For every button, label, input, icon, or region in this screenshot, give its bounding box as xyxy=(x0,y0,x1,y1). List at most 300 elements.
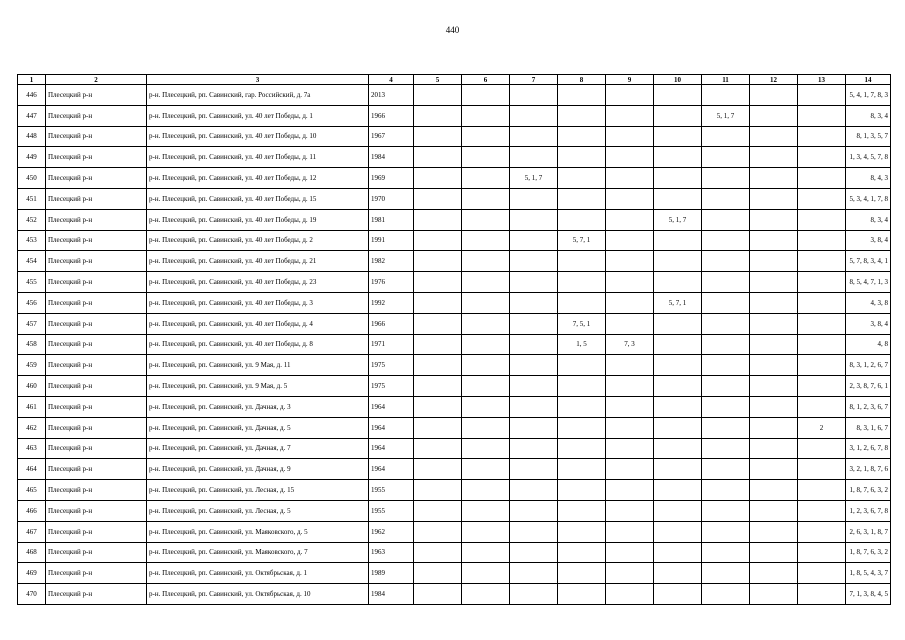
table-cell-col-9 xyxy=(606,126,654,147)
table-cell-col-4: 2013 xyxy=(369,85,414,106)
table-cell-col-4: 1984 xyxy=(369,147,414,168)
table-cell-col-12 xyxy=(750,126,798,147)
table-cell-col-10 xyxy=(654,542,702,563)
table-cell-col-2: Плесецкий р-н xyxy=(46,542,147,563)
table-cell-col-6 xyxy=(462,209,510,230)
cell-value: 1, 8, 7, 6, 3, 2 xyxy=(849,548,888,557)
table-cell-col-1: 469 xyxy=(18,563,46,584)
table-cell-col-6 xyxy=(462,376,510,397)
cell-value: 5, 4, 1, 7, 8, 3 xyxy=(849,90,888,99)
table-cell-col-14 xyxy=(846,168,891,189)
table-cell-col-11 xyxy=(702,230,750,251)
table-cell-col-11 xyxy=(702,438,750,459)
table-cell-col-9 xyxy=(606,230,654,251)
table-cell-col-4: 1989 xyxy=(369,563,414,584)
table-cell-col-6 xyxy=(462,521,510,542)
cell-value: 2, 6, 3, 1, 8, 7 xyxy=(849,527,888,536)
table-cell-col-3: р-н. Плесецкий, рп. Савинский, ул. 40 лет Победы, д. 8 xyxy=(147,334,369,355)
table-cell-col-5 xyxy=(414,209,462,230)
cell-value: 1, 3, 4, 5, 7, 8 xyxy=(849,153,888,162)
cell-value: 3, 8, 4 xyxy=(870,236,888,245)
table-cell-col-12 xyxy=(750,521,798,542)
table-cell-col-1: 455 xyxy=(18,272,46,293)
table-cell-col-10 xyxy=(654,459,702,480)
table-cell-col-6 xyxy=(462,480,510,501)
table-cell-col-7: 5, 1, 7 xyxy=(510,168,558,189)
table-cell-col-1: 462 xyxy=(18,417,46,438)
table-cell-col-12 xyxy=(750,355,798,376)
table-cell-col-10 xyxy=(654,563,702,584)
table-cell-col-14 xyxy=(846,230,891,251)
table-cell-col-14 xyxy=(846,376,891,397)
table-cell-col-9 xyxy=(606,584,654,605)
table-cell-col-8 xyxy=(558,500,606,521)
table-cell-col-5 xyxy=(414,521,462,542)
table-cell-col-10 xyxy=(654,313,702,334)
table-cell-col-9 xyxy=(606,168,654,189)
table-cell-col-3: р-н. Плесецкий, рп. Савинский, ул. 40 лет Победы, д. 2 xyxy=(147,230,369,251)
table-row xyxy=(18,251,891,272)
table-cell-col-6 xyxy=(462,230,510,251)
table-cell-col-3: р-н. Плесецкий, рп. Савинский, гар. Российский, д. 7а xyxy=(147,85,369,106)
table-cell-col-6 xyxy=(462,313,510,334)
table-cell-col-3: р-н. Плесецкий, рп. Савинский, ул. 40 лет Победы, д. 1 xyxy=(147,105,369,126)
cell-value: 5, 3, 4, 1, 7, 8 xyxy=(849,194,888,203)
table-cell-col-13 xyxy=(798,147,846,168)
table-cell-col-3: р-н. Плесецкий, рп. Савинский, ул. Дачная, д. 7 xyxy=(147,438,369,459)
table-cell-col-2: Плесецкий р-н xyxy=(46,272,147,293)
table-cell-col-9 xyxy=(606,459,654,480)
cell-value: 2, 3, 8, 7, 6, 1 xyxy=(849,382,888,391)
table-row xyxy=(18,334,891,355)
table-cell-col-13 xyxy=(798,480,846,501)
table-header xyxy=(18,75,891,85)
table-cell-col-3: р-н. Плесецкий, рп. Савинский, ул. 40 лет Победы, д. 3 xyxy=(147,292,369,313)
table-cell-col-2: Плесецкий р-н xyxy=(46,396,147,417)
table-cell-col-5 xyxy=(414,500,462,521)
table-cell-col-5 xyxy=(414,85,462,106)
cell-value: 4, 3, 8 xyxy=(870,298,888,307)
cell-value: 5, 7, 8, 3, 4, 1 xyxy=(849,257,888,266)
cell-value: 3, 8, 4 xyxy=(870,319,888,328)
cell-value: 8, 5, 4, 7, 1, 3 xyxy=(849,278,888,287)
table-cell-col-9 xyxy=(606,209,654,230)
table-cell-col-11 xyxy=(702,147,750,168)
table-cell-col-9: 7, 3 xyxy=(606,334,654,355)
table-cell-col-1: 449 xyxy=(18,147,46,168)
table-cell-col-5 xyxy=(414,417,462,438)
table-cell-col-4: 1970 xyxy=(369,188,414,209)
table-cell-col-2: Плесецкий р-н xyxy=(46,126,147,147)
table-cell-col-13 xyxy=(798,563,846,584)
table-cell-col-7 xyxy=(510,376,558,397)
table-cell-col-2: Плесецкий р-н xyxy=(46,230,147,251)
table-cell-col-12 xyxy=(750,209,798,230)
table-cell-col-14 xyxy=(846,209,891,230)
table-cell-col-2: Плесецкий р-н xyxy=(46,417,147,438)
table-cell-col-4: 1975 xyxy=(369,355,414,376)
table-cell-col-1: 450 xyxy=(18,168,46,189)
table-cell-col-9 xyxy=(606,313,654,334)
table-cell-col-11 xyxy=(702,355,750,376)
table-cell-col-3: р-н. Плесецкий, рп. Савинский, ул. 9 Мая, д. 11 xyxy=(147,355,369,376)
table-cell-col-10 xyxy=(654,168,702,189)
table-cell-col-1: 459 xyxy=(18,355,46,376)
table-cell-col-8 xyxy=(558,584,606,605)
table-cell-col-8 xyxy=(558,188,606,209)
table-cell-col-10 xyxy=(654,500,702,521)
cell-value: 8, 3, 1, 2, 6, 7 xyxy=(849,361,888,370)
table-row xyxy=(18,209,891,230)
table-cell-col-10 xyxy=(654,334,702,355)
table-row xyxy=(18,396,891,417)
table-cell-col-7 xyxy=(510,105,558,126)
table-cell-col-2: Плесецкий р-н xyxy=(46,521,147,542)
table-cell-col-10 xyxy=(654,85,702,106)
table-row xyxy=(18,292,891,313)
table-cell-col-5 xyxy=(414,396,462,417)
table-cell-col-10 xyxy=(654,355,702,376)
table-row xyxy=(18,147,891,168)
table-cell-col-11 xyxy=(702,563,750,584)
column-header-11: 11 xyxy=(702,75,750,85)
table-cell-col-4: 1955 xyxy=(369,500,414,521)
table-row xyxy=(18,438,891,459)
table-cell-col-12 xyxy=(750,480,798,501)
cell-value: 3, 2, 1, 8, 7, 6 xyxy=(849,465,888,474)
table-cell-col-1: 448 xyxy=(18,126,46,147)
table-cell-col-1: 467 xyxy=(18,521,46,542)
table-cell-col-13 xyxy=(798,126,846,147)
column-header-7: 7 xyxy=(510,75,558,85)
cell-value: 8, 1, 3, 5, 7 xyxy=(856,132,888,141)
table-cell-col-1: 454 xyxy=(18,251,46,272)
table-cell-col-9 xyxy=(606,521,654,542)
table-cell-col-5 xyxy=(414,188,462,209)
table-cell-col-10 xyxy=(654,188,702,209)
table-cell-col-9 xyxy=(606,396,654,417)
cell-value: 4, 8 xyxy=(877,340,888,349)
cell-value: 8, 4, 3 xyxy=(870,174,888,183)
table-cell-col-4: 1969 xyxy=(369,168,414,189)
table-cell-col-14 xyxy=(846,500,891,521)
table-cell-col-3: р-н. Плесецкий, рп. Савинский, ул. 40 лет Победы, д. 11 xyxy=(147,147,369,168)
table-cell-col-13 xyxy=(798,500,846,521)
table-cell-col-3: р-н. Плесецкий, рп. Савинский, ул. Дачная, д. 9 xyxy=(147,459,369,480)
table-row xyxy=(18,272,891,293)
table-cell-col-5 xyxy=(414,272,462,293)
table-cell-col-4: 1967 xyxy=(369,126,414,147)
table-row xyxy=(18,188,891,209)
table-cell-col-4: 1964 xyxy=(369,459,414,480)
table-cell-col-4: 1963 xyxy=(369,542,414,563)
table-cell-col-8 xyxy=(558,542,606,563)
table-cell-col-12 xyxy=(750,396,798,417)
table-cell-col-12 xyxy=(750,542,798,563)
table-cell-col-10 xyxy=(654,230,702,251)
table-cell-col-7 xyxy=(510,459,558,480)
table-cell-col-2: Плесецкий р-н xyxy=(46,334,147,355)
table-cell-col-8: 7, 5, 1 xyxy=(558,313,606,334)
table-cell-col-1: 470 xyxy=(18,584,46,605)
table-cell-col-2: Плесецкий р-н xyxy=(46,188,147,209)
table-cell-col-1: 461 xyxy=(18,396,46,417)
table-cell-col-7 xyxy=(510,584,558,605)
table-cell-col-10 xyxy=(654,521,702,542)
table-cell-col-4: 1981 xyxy=(369,209,414,230)
column-header-8: 8 xyxy=(558,75,606,85)
table-cell-col-9 xyxy=(606,500,654,521)
table-row xyxy=(18,542,891,563)
table-cell-col-2: Плесецкий р-н xyxy=(46,438,147,459)
table-cell-col-11 xyxy=(702,584,750,605)
table-cell-col-3: р-н. Плесецкий, рп. Савинский, ул. Маяковского, д. 5 xyxy=(147,521,369,542)
table-cell-col-3: р-н. Плесецкий, рп. Савинский, ул. 9 Мая, д. 5 xyxy=(147,376,369,397)
table-cell-col-3: р-н. Плесецкий, рп. Савинский, ул. 40 лет Победы, д. 15 xyxy=(147,188,369,209)
table-cell-col-13 xyxy=(798,209,846,230)
table-cell-col-5 xyxy=(414,105,462,126)
table-cell-col-8 xyxy=(558,251,606,272)
table-cell-col-14 xyxy=(846,355,891,376)
table-cell-col-6 xyxy=(462,438,510,459)
table-row xyxy=(18,105,891,126)
table-cell-col-12 xyxy=(750,147,798,168)
table-cell-col-12 xyxy=(750,438,798,459)
table-cell-col-3: р-н. Плесецкий, рп. Савинский, ул. 40 лет Победы, д. 19 xyxy=(147,209,369,230)
table-cell-col-12 xyxy=(750,251,798,272)
table-cell-col-4: 1991 xyxy=(369,230,414,251)
table-cell-col-10 xyxy=(654,251,702,272)
table-cell-col-1: 464 xyxy=(18,459,46,480)
table-cell-col-8 xyxy=(558,85,606,106)
table-cell-col-12 xyxy=(750,188,798,209)
table-cell-col-14 xyxy=(846,85,891,106)
table-row xyxy=(18,230,891,251)
table-cell-col-14 xyxy=(846,542,891,563)
table-cell-col-5 xyxy=(414,438,462,459)
table-cell-col-10 xyxy=(654,105,702,126)
table-cell-col-12 xyxy=(750,272,798,293)
table-cell-col-8 xyxy=(558,126,606,147)
table-cell-col-8: 5, 7, 1 xyxy=(558,230,606,251)
table-cell-col-14 xyxy=(846,188,891,209)
table-row xyxy=(18,584,891,605)
table-cell-col-12 xyxy=(750,313,798,334)
table-cell-col-1: 457 xyxy=(18,313,46,334)
table-cell-col-10 xyxy=(654,396,702,417)
table-cell-col-3: р-н. Плесецкий, рп. Савинский, ул. Лесная, д. 5 xyxy=(147,500,369,521)
table-cell-col-10 xyxy=(654,480,702,501)
table-cell-col-8 xyxy=(558,563,606,584)
table-cell-col-14 xyxy=(846,251,891,272)
table-cell-col-13 xyxy=(798,334,846,355)
table-row xyxy=(18,313,891,334)
table-cell-col-13 xyxy=(798,188,846,209)
table-cell-col-6 xyxy=(462,272,510,293)
column-header-3: 3 xyxy=(147,75,369,85)
table-cell-col-3: р-н. Плесецкий, рп. Савинский, ул. 40 лет Победы, д. 21 xyxy=(147,251,369,272)
table-cell-col-4: 1984 xyxy=(369,584,414,605)
table-cell-col-4: 1955 xyxy=(369,480,414,501)
table-cell-col-14 xyxy=(846,334,891,355)
table-cell-col-5 xyxy=(414,334,462,355)
table-cell-col-13 xyxy=(798,542,846,563)
table-cell-col-2: Плесецкий р-н xyxy=(46,480,147,501)
table-cell-col-2: Плесецкий р-н xyxy=(46,147,147,168)
table-cell-col-8 xyxy=(558,376,606,397)
table-cell-col-7 xyxy=(510,542,558,563)
table-cell-col-11 xyxy=(702,168,750,189)
table-cell-col-14 xyxy=(846,126,891,147)
column-header-9: 9 xyxy=(606,75,654,85)
table-cell-col-7 xyxy=(510,272,558,293)
table-cell-col-6 xyxy=(462,85,510,106)
table-cell-col-10 xyxy=(654,126,702,147)
table-cell-col-11 xyxy=(702,313,750,334)
table-cell-col-14 xyxy=(846,521,891,542)
table-cell-col-4: 1982 xyxy=(369,251,414,272)
table-cell-col-11 xyxy=(702,292,750,313)
table-cell-col-11 xyxy=(702,126,750,147)
table-cell-col-6 xyxy=(462,168,510,189)
table-cell-col-9 xyxy=(606,376,654,397)
table-row xyxy=(18,168,891,189)
table-cell-col-9 xyxy=(606,105,654,126)
table-cell-col-7 xyxy=(510,251,558,272)
table-cell-col-10 xyxy=(654,376,702,397)
cell-value: 1, 8, 7, 6, 3, 2 xyxy=(849,486,888,495)
column-header-5: 5 xyxy=(414,75,462,85)
table-cell-col-1: 451 xyxy=(18,188,46,209)
table-cell-col-13 xyxy=(798,292,846,313)
table-cell-col-6 xyxy=(462,396,510,417)
table-cell-col-8 xyxy=(558,459,606,480)
table-cell-col-14 xyxy=(846,313,891,334)
table-cell-col-5 xyxy=(414,355,462,376)
table-cell-col-13 xyxy=(798,313,846,334)
table-cell-col-12 xyxy=(750,584,798,605)
column-header-14: 14 xyxy=(846,75,891,85)
table-cell-col-14 xyxy=(846,480,891,501)
table-cell-col-7 xyxy=(510,396,558,417)
table-cell-col-7 xyxy=(510,500,558,521)
table-cell-col-8 xyxy=(558,355,606,376)
table-row xyxy=(18,480,891,501)
column-header-12: 12 xyxy=(750,75,798,85)
table-cell-col-1: 466 xyxy=(18,500,46,521)
table-cell-col-8 xyxy=(558,480,606,501)
table-row xyxy=(18,126,891,147)
table-cell-col-2: Плесецкий р-н xyxy=(46,168,147,189)
table-cell-col-5 xyxy=(414,459,462,480)
table-cell-col-7 xyxy=(510,209,558,230)
table-cell-col-8 xyxy=(558,168,606,189)
table-cell-col-7 xyxy=(510,230,558,251)
table-cell-col-5 xyxy=(414,126,462,147)
cell-value: 1, 8, 5, 4, 3, 7 xyxy=(849,569,888,578)
table-cell-col-4: 1966 xyxy=(369,313,414,334)
table-cell-col-11 xyxy=(702,500,750,521)
table-cell-col-3: р-н. Плесецкий, рп. Савинский, ул. Дачная, д. 3 xyxy=(147,396,369,417)
table-cell-col-8 xyxy=(558,521,606,542)
table-cell-col-11 xyxy=(702,251,750,272)
table-cell-col-13 xyxy=(798,459,846,480)
column-header-10: 10 xyxy=(654,75,702,85)
table-cell-col-4: 1964 xyxy=(369,396,414,417)
table-cell-col-9 xyxy=(606,542,654,563)
table-cell-col-4: 1971 xyxy=(369,334,414,355)
table-cell-col-1: 452 xyxy=(18,209,46,230)
table-cell-col-12 xyxy=(750,105,798,126)
table-cell-col-7 xyxy=(510,313,558,334)
table-cell-col-6 xyxy=(462,105,510,126)
table-cell-col-13 xyxy=(798,85,846,106)
table-cell-col-7 xyxy=(510,438,558,459)
table-cell-col-12 xyxy=(750,334,798,355)
table-cell-col-9 xyxy=(606,438,654,459)
table-cell-col-1: 468 xyxy=(18,542,46,563)
table-cell-col-11 xyxy=(702,542,750,563)
table-cell-col-7 xyxy=(510,334,558,355)
table-cell-col-7 xyxy=(510,563,558,584)
table-cell-col-6 xyxy=(462,500,510,521)
table-cell-col-12 xyxy=(750,459,798,480)
table-cell-col-1: 447 xyxy=(18,105,46,126)
table-cell-col-2: Плесецкий р-н xyxy=(46,105,147,126)
table-cell-col-6 xyxy=(462,188,510,209)
table-cell-col-14 xyxy=(846,396,891,417)
table-cell-col-7 xyxy=(510,85,558,106)
table-cell-col-12 xyxy=(750,563,798,584)
table-cell-col-2: Плесецкий р-н xyxy=(46,313,147,334)
table-cell-col-12 xyxy=(750,168,798,189)
table-row xyxy=(18,563,891,584)
table-cell-col-11 xyxy=(702,209,750,230)
table-cell-col-5 xyxy=(414,563,462,584)
cell-value: 8, 3, 4 xyxy=(870,111,888,120)
table-cell-col-4: 1962 xyxy=(369,521,414,542)
table-cell-col-1: 456 xyxy=(18,292,46,313)
table-cell-col-2: Плесецкий р-н xyxy=(46,376,147,397)
table-cell-col-11: 5, 1, 7 xyxy=(702,105,750,126)
table-cell-col-7 xyxy=(510,126,558,147)
table-cell-col-3: р-н. Плесецкий, рп. Савинский, ул. 40 лет Победы, д. 4 xyxy=(147,313,369,334)
table-cell-col-7 xyxy=(510,147,558,168)
column-header-2: 2 xyxy=(46,75,147,85)
table-cell-col-13: 2 xyxy=(798,417,846,438)
table-cell-col-3: р-н. Плесецкий, рп. Савинский, ул. Октябрьская, д. 10 xyxy=(147,584,369,605)
table-cell-col-10: 5, 7, 1 xyxy=(654,292,702,313)
cell-value: 8, 3, 1, 6, 7 xyxy=(856,423,888,432)
table-cell-col-14 xyxy=(846,459,891,480)
table-cell-col-13 xyxy=(798,105,846,126)
table-row xyxy=(18,376,891,397)
table-cell-col-5 xyxy=(414,313,462,334)
table-cell-col-12 xyxy=(750,85,798,106)
header-row xyxy=(18,75,891,85)
table-cell-col-11 xyxy=(702,85,750,106)
table-cell-col-6 xyxy=(462,417,510,438)
page-number: 440 xyxy=(445,25,460,35)
table-cell-col-2: Плесецкий р-н xyxy=(46,584,147,605)
table-cell-col-13 xyxy=(798,376,846,397)
cell-value: 3, 1, 2, 6, 7, 8 xyxy=(849,444,888,453)
table-row xyxy=(18,417,891,438)
table-cell-col-1: 463 xyxy=(18,438,46,459)
table-row xyxy=(18,521,891,542)
table-cell-col-3: р-н. Плесецкий, рп. Савинский, ул. Маяковского, д. 7 xyxy=(147,542,369,563)
table-cell-col-13 xyxy=(798,355,846,376)
